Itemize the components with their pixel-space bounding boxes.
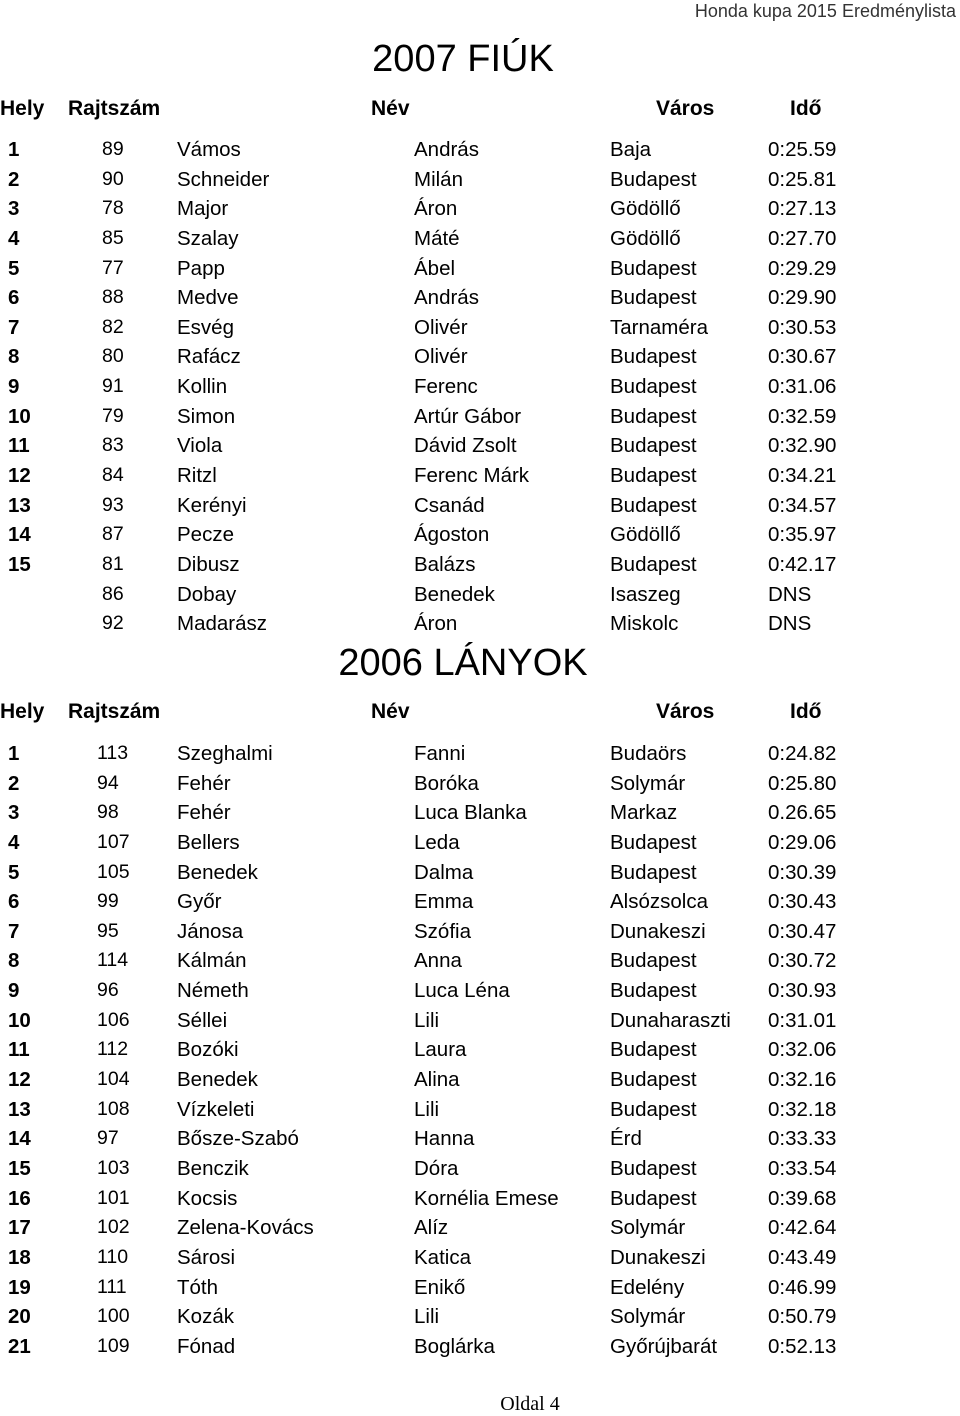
result-time: 0:35.97 (768, 523, 837, 547)
result-city: Budapest (610, 552, 697, 576)
result-time: 0:30.53 (768, 315, 837, 339)
result-last-name: Rafácz (177, 345, 241, 369)
result-first-name: Ferenc (414, 375, 478, 399)
result-first-name: András (414, 138, 479, 161)
result-last-name: Major (177, 197, 229, 221)
result-place: 9 (8, 375, 20, 399)
table-row (0, 283, 960, 313)
result-last-name: Dibusz (177, 552, 240, 576)
result-time: 0:39.68 (768, 1186, 837, 1210)
result-last-name: Vámos (177, 138, 241, 161)
result-bib: 88 (102, 286, 124, 309)
result-city: Budapest (610, 256, 697, 280)
result-place: 1 (8, 742, 20, 765)
result-time: 0:50.79 (768, 1305, 837, 1329)
result-place: 4 (8, 226, 20, 250)
result-city: Budapest (610, 979, 697, 1003)
result-time: 0:33.54 (768, 1156, 837, 1180)
table-row (0, 165, 960, 195)
result-city: Budapest (610, 345, 697, 369)
result-city: Budapest (610, 167, 697, 191)
result-first-name: Anna (414, 949, 462, 973)
result-city: Budapest (610, 375, 697, 399)
result-last-name: Tóth (177, 1275, 219, 1299)
result-last-name: Séllei (177, 1008, 228, 1032)
header-place: Hely (0, 97, 45, 120)
table-row (0, 194, 960, 224)
result-last-name: Benedek (177, 860, 258, 884)
table-row (0, 798, 960, 828)
table-row (0, 580, 960, 610)
result-first-name: Boróka (414, 771, 479, 795)
result-place: 14 (8, 1127, 31, 1151)
result-city: Győrújbarát (610, 1334, 718, 1358)
table-row (0, 1273, 960, 1303)
table-row (0, 254, 960, 284)
result-last-name: Dobay (177, 582, 237, 606)
result-time: 0:32.59 (768, 404, 837, 428)
table-row (0, 609, 960, 639)
result-bib: 104 (97, 1068, 130, 1091)
result-first-name: Szófia (414, 919, 471, 943)
result-bib: 113 (97, 742, 129, 764)
result-last-name: Schneider (177, 167, 270, 191)
result-first-name: Milán (414, 167, 463, 191)
result-first-name: Alina (414, 1068, 460, 1092)
table-row (0, 769, 960, 799)
header-place: Hely (0, 700, 45, 723)
result-last-name: Bozóki (177, 1038, 239, 1062)
result-place: 17 (8, 1216, 31, 1240)
result-first-name: Katica (414, 1245, 471, 1269)
table-row (0, 1302, 960, 1332)
result-place: 4 (8, 830, 20, 854)
result-city: Solymár (610, 771, 686, 795)
result-first-name: Lili (414, 1305, 440, 1329)
result-first-name: András (414, 286, 479, 310)
table-row (0, 1154, 960, 1184)
result-last-name: Szeghalmi (177, 742, 273, 765)
result-time: DNS (768, 582, 812, 606)
result-bib: 84 (102, 464, 124, 487)
result-city: Budapest (610, 1156, 697, 1180)
header-time: Idő (790, 97, 822, 120)
result-last-name: Pecze (177, 523, 234, 547)
result-place: 3 (8, 197, 20, 221)
result-bib: 80 (102, 345, 124, 368)
result-place: 14 (8, 523, 31, 547)
result-place: 10 (8, 1008, 31, 1032)
result-bib: 94 (97, 771, 119, 794)
result-first-name: Artúr Gábor (414, 404, 522, 428)
result-time: 0:30.47 (768, 919, 837, 943)
result-place: 2 (8, 167, 20, 191)
header-bib: Rajtszám (68, 97, 161, 120)
header-bib: Rajtszám (68, 700, 161, 723)
result-city: Budapest (610, 434, 697, 458)
table-row (0, 313, 960, 343)
result-place: 8 (8, 345, 20, 369)
result-city: Solymár (610, 1305, 686, 1329)
result-bib: 78 (102, 197, 124, 220)
result-city: Dunakeszi (610, 919, 706, 943)
table-row (0, 461, 960, 491)
table-row (0, 431, 960, 461)
result-time: 0:32.18 (768, 1097, 837, 1121)
table-row (0, 1184, 960, 1214)
result-time: 0:30.93 (768, 979, 837, 1003)
result-city: Budapest (610, 860, 697, 884)
results-table-girls (0, 739, 960, 1361)
result-first-name: Enikő (414, 1275, 466, 1299)
result-last-name: Sárosi (177, 1245, 236, 1269)
result-first-name: Luca Blanka (414, 801, 527, 825)
result-bib: 102 (97, 1216, 130, 1239)
result-last-name: Benedek (177, 1068, 258, 1092)
result-time: 0:29.29 (768, 256, 837, 280)
result-place: 11 (8, 1038, 30, 1062)
result-last-name: Kálmán (177, 949, 247, 973)
result-place: 15 (8, 1156, 31, 1180)
result-time: 0:27.70 (768, 226, 837, 250)
result-bib: 96 (97, 979, 119, 1002)
table-row (0, 1006, 960, 1036)
result-bib: 83 (102, 434, 124, 457)
result-first-name: Máté (414, 226, 460, 250)
result-last-name: Győr (177, 890, 222, 914)
result-last-name: Kozák (177, 1305, 234, 1329)
result-last-name: Esvég (177, 315, 234, 339)
result-time: 0:52.13 (768, 1334, 837, 1358)
result-time: 0:30.39 (768, 860, 837, 884)
result-city: Dunakeszi (610, 1245, 706, 1269)
result-bib: 111 (97, 1275, 127, 1298)
header-city: Város (656, 97, 715, 120)
result-city: Budapest (610, 830, 697, 854)
result-time: 0:25.81 (768, 167, 837, 191)
result-place: 9 (8, 979, 20, 1003)
result-last-name: Zelena-Kovács (177, 1216, 314, 1240)
result-time: 0:34.57 (768, 493, 837, 517)
result-city: Miskolc (610, 612, 679, 636)
result-time: 0:33.33 (768, 1127, 837, 1151)
result-time: 0:29.06 (768, 830, 837, 854)
result-last-name: Jánosa (177, 919, 244, 943)
result-time: DNS (768, 612, 812, 636)
result-bib: 85 (102, 226, 124, 249)
result-last-name: Németh (177, 979, 249, 1003)
result-bib: 101 (97, 1186, 130, 1209)
result-bib: 112 (97, 1038, 129, 1061)
result-city: Gödöllő (610, 226, 681, 250)
result-bib: 98 (97, 801, 119, 824)
result-time: 0:30.43 (768, 890, 837, 914)
result-time: 0:30.67 (768, 345, 837, 369)
result-last-name: Medve (177, 286, 239, 310)
result-first-name: Dávid Zsolt (414, 434, 517, 458)
result-first-name: Benedek (414, 582, 495, 606)
result-last-name: Kollin (177, 375, 228, 399)
header-name: Név (371, 700, 410, 723)
result-bib: 79 (102, 404, 124, 427)
result-time: 0:29.90 (768, 286, 837, 310)
result-place: 5 (8, 860, 20, 884)
result-time: 0:32.06 (768, 1038, 837, 1062)
table-row (0, 739, 960, 769)
result-time: 0:24.82 (768, 742, 837, 765)
result-time: 0:30.72 (768, 949, 837, 973)
header-name: Név (371, 97, 410, 120)
result-first-name: Áron (414, 612, 458, 636)
result-bib: 108 (97, 1097, 130, 1120)
result-place: 21 (8, 1334, 31, 1358)
result-last-name: Simon (177, 404, 236, 428)
result-bib: 87 (102, 523, 124, 546)
result-city: Gödöllő (610, 197, 681, 221)
result-place: 16 (8, 1186, 31, 1210)
result-last-name: Szalay (177, 226, 239, 250)
table-row (0, 1213, 960, 1243)
table-row (0, 1035, 960, 1065)
result-bib: 77 (102, 256, 124, 279)
result-bib: 89 (102, 138, 124, 160)
result-first-name: Emma (414, 890, 474, 914)
result-place: 12 (8, 464, 31, 488)
result-place: 1 (8, 138, 20, 161)
result-first-name: Lili (414, 1008, 440, 1032)
result-last-name: Fehér (177, 801, 231, 825)
result-city: Budapest (610, 949, 697, 973)
result-time: 0:25.59 (768, 138, 837, 161)
result-place: 3 (8, 801, 20, 825)
result-bib: 86 (102, 582, 124, 605)
result-time: 0:25.80 (768, 771, 837, 795)
table-row (0, 976, 960, 1006)
result-place: 2 (8, 771, 20, 795)
result-bib: 106 (97, 1008, 130, 1031)
result-place: 15 (8, 552, 31, 576)
table-row (0, 1065, 960, 1095)
table-row (0, 858, 960, 888)
result-place: 6 (8, 890, 20, 914)
result-bib: 99 (97, 890, 119, 913)
result-city: Gödöllő (610, 523, 681, 547)
table-row (0, 342, 960, 372)
result-city: Alsózsolca (610, 890, 708, 914)
table-row (0, 917, 960, 947)
result-bib: 100 (97, 1305, 130, 1328)
table-row (0, 550, 960, 580)
result-first-name: Ágoston (414, 523, 490, 547)
header-time: Idő (790, 700, 822, 723)
result-first-name: Fanni (414, 742, 466, 765)
result-bib: 109 (97, 1334, 130, 1357)
result-first-name: Lili (414, 1097, 440, 1121)
result-city: Tarnaméra (610, 315, 708, 339)
result-time: 0:34.21 (768, 464, 837, 488)
result-bib: 93 (102, 493, 124, 516)
result-place: 6 (8, 286, 20, 310)
table-row (0, 520, 960, 550)
table-row (0, 1124, 960, 1154)
table-row (0, 1243, 960, 1273)
result-first-name: Áron (414, 197, 458, 221)
result-first-name: Ábel (414, 256, 456, 280)
result-city: Budapest (610, 404, 697, 428)
result-city: Markaz (610, 801, 678, 825)
result-city: Budaörs (610, 742, 687, 765)
result-last-name: Bellers (177, 830, 240, 854)
result-bib: 114 (97, 949, 129, 972)
table-row (0, 402, 960, 432)
result-city: Budapest (610, 464, 697, 488)
result-last-name: Ritzl (177, 464, 217, 488)
result-time: 0:46.99 (768, 1275, 837, 1299)
result-first-name: Dalma (414, 860, 474, 884)
result-last-name: Fónad (177, 1334, 236, 1358)
result-time: 0:43.49 (768, 1245, 837, 1269)
result-place: 8 (8, 949, 20, 973)
result-place: 20 (8, 1305, 31, 1329)
section-title-girls: 2006 LÁNYOK (338, 642, 588, 684)
result-time: 0:32.90 (768, 434, 837, 458)
result-first-name: Olivér (414, 345, 468, 369)
result-bib: 103 (97, 1156, 130, 1179)
result-bib: 95 (97, 919, 119, 942)
result-city: Budapest (610, 1068, 697, 1092)
table-row (0, 224, 960, 254)
result-bib: 110 (97, 1245, 129, 1268)
result-bib: 105 (97, 860, 130, 883)
result-city: Edelény (610, 1275, 685, 1299)
result-place: 7 (8, 919, 20, 943)
result-city: Budapest (610, 1097, 697, 1121)
result-city: Baja (610, 138, 652, 161)
result-city: Budapest (610, 493, 697, 517)
result-first-name: Kornélia Emese (414, 1186, 559, 1210)
result-place: 5 (8, 256, 20, 280)
result-first-name: Balázs (414, 552, 476, 576)
table-row (0, 946, 960, 976)
result-time: 0.26.65 (768, 801, 837, 825)
result-bib: 91 (102, 375, 124, 398)
table-row (0, 1095, 960, 1125)
table-row (0, 887, 960, 917)
result-city: Dunaharaszti (610, 1008, 731, 1032)
result-bib: 92 (102, 612, 124, 635)
result-time: 0:31.01 (768, 1008, 837, 1032)
result-place: 19 (8, 1275, 31, 1299)
table-row (0, 491, 960, 521)
table-header-boys (0, 95, 960, 123)
result-last-name: Vízkeleti (177, 1097, 255, 1121)
result-time: 0:32.16 (768, 1068, 837, 1092)
result-first-name: Csanád (414, 493, 485, 517)
result-last-name: Viola (177, 434, 223, 458)
result-last-name: Benczik (177, 1156, 249, 1180)
result-bib: 81 (102, 552, 124, 575)
result-place: 7 (8, 315, 20, 339)
result-city: Budapest (610, 1186, 697, 1210)
result-place: 13 (8, 493, 31, 517)
result-place: 11 (8, 434, 30, 458)
table-row (0, 135, 960, 165)
document-title: Honda kupa 2015 Eredménylista (694, 1, 956, 21)
table-row (0, 828, 960, 858)
result-bib: 107 (97, 830, 130, 853)
result-city: Isaszeg (610, 582, 681, 606)
result-time: 0:42.17 (768, 552, 837, 576)
result-place: 13 (8, 1097, 31, 1121)
result-last-name: Papp (177, 256, 225, 280)
result-first-name: Ferenc Márk (414, 464, 530, 488)
result-first-name: Laura (414, 1038, 467, 1062)
result-last-name: Madarász (177, 612, 268, 636)
result-last-name: Fehér (177, 771, 231, 795)
result-place: 18 (8, 1245, 31, 1269)
result-city: Budapest (610, 1038, 697, 1062)
result-city: Solymár (610, 1216, 686, 1240)
result-first-name: Alíz (414, 1216, 449, 1240)
result-bib: 97 (97, 1127, 119, 1150)
table-row (0, 1332, 960, 1362)
result-first-name: Leda (414, 830, 460, 854)
result-last-name: Kerényi (177, 493, 247, 517)
result-time: 0:31.06 (768, 375, 837, 399)
result-first-name: Hanna (414, 1127, 475, 1151)
table-header-girls (0, 698, 960, 726)
result-city: Budapest (610, 286, 697, 310)
result-first-name: Olivér (414, 315, 468, 339)
result-first-name: Luca Léna (414, 979, 510, 1003)
result-time: 0:42.64 (768, 1216, 837, 1240)
result-first-name: Boglárka (414, 1334, 495, 1358)
result-place: 12 (8, 1068, 31, 1092)
result-place: 10 (8, 404, 31, 428)
result-last-name: Kocsis (177, 1186, 238, 1210)
section-title-boys: 2007 FIÚK (372, 38, 554, 80)
header-city: Város (656, 700, 715, 723)
result-first-name: Dóra (414, 1156, 459, 1180)
page-number: Oldal 4 (500, 1393, 560, 1415)
result-time: 0:27.13 (768, 197, 837, 221)
table-row (0, 372, 960, 402)
result-bib: 90 (102, 167, 124, 190)
result-last-name: Bősze-Szabó (177, 1127, 299, 1151)
result-bib: 82 (102, 315, 124, 338)
results-table-boys (0, 135, 960, 639)
result-city: Érd (610, 1127, 642, 1151)
